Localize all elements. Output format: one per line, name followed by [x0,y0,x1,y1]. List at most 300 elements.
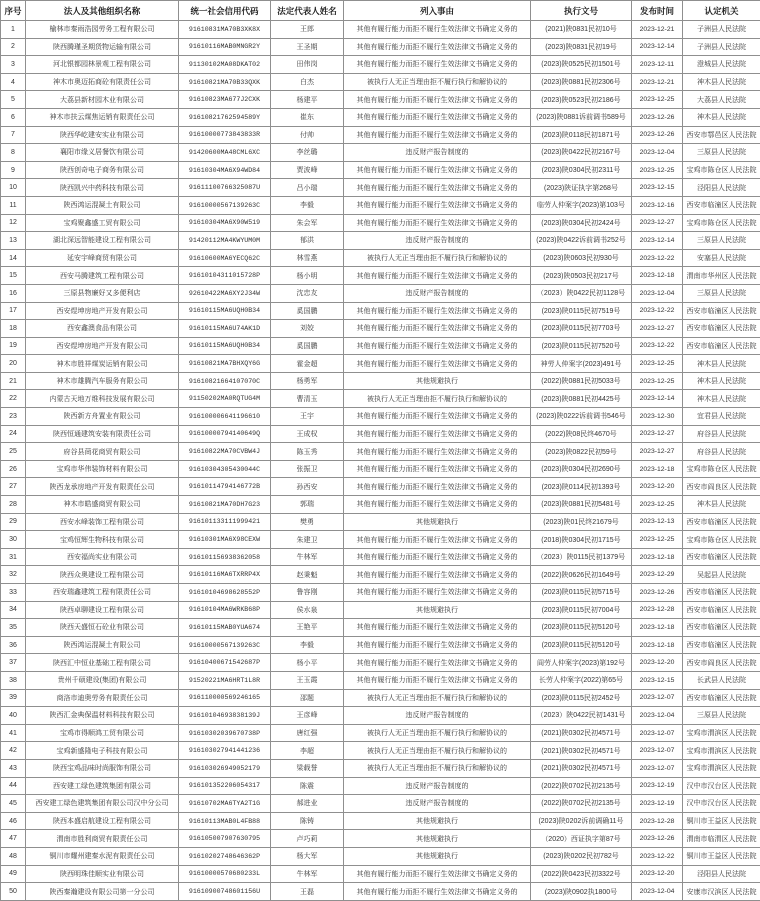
cell-credit-code: 91610115MA6UQH0B34 [179,337,271,355]
cell-org-name: 西安福尚实业有限公司 [26,548,179,566]
table-row [1,302,760,320]
cell-authority: 西安市临潼区人民法院 [683,601,760,619]
cell-doc-number: (2023)陕0115民初5715号 [531,584,632,602]
cell-doc-number: (2023)陕0115民初5120号 [531,636,632,654]
cell-authority: 大荔县人民法院 [683,91,760,109]
table-row [1,232,760,250]
cell-reason: 其他规避执行 [344,372,531,390]
cell-reason: 其他有履行能力而拒不履行生效法律文书确定义务的 [344,108,531,126]
header-row [1,1,760,21]
cell-row-index: 49 [1,865,26,883]
cell-reason: 其他有履行能力而拒不履行生效法律文书确定义务的 [344,636,531,654]
table-row [1,56,760,74]
cell-doc-number: (2023)陕0881诉前调书589号 [531,108,632,126]
cell-credit-code: 91610301MA6X98CEXW [179,531,271,549]
cell-org-name: 西安煜坤房地产开发有限公司 [26,302,179,320]
cell-reason: 被执行人无正当理由拒不履行执行和解协议的 [344,73,531,91]
cell-authority: 安康市汉滨区人民法院 [683,883,760,901]
cell-org-name: 陕西宝鸡品味时尚服饰有限公司 [26,759,179,777]
cell-org-name: 陕西创奇电子商务有限公司 [26,161,179,179]
cell-publish-date: 2023-12-07 [632,689,683,707]
cell-reason: 其他有履行能力而拒不履行生效法律文书确定义务的 [344,584,531,602]
table-row [1,478,760,496]
cell-authority: 西安市临潼区人民法院 [683,337,760,355]
cell-authority: 三原县人民法院 [683,284,760,302]
cell-credit-code: 91610400671542687P [179,654,271,672]
cell-reason: 其他有履行能力而拒不履行生效法律文书确定义务的 [344,883,531,901]
cell-doc-number: (2022)陕0423民初3322号 [531,865,632,883]
table-row [1,883,760,901]
cell-doc-number: (2023)陕0503民初217号 [531,267,632,285]
table-row [1,390,760,408]
cell-authority: 宝鸡市渭滨区人民法院 [683,759,760,777]
cell-authority: 宝鸡市陈仓区人民法院 [683,214,760,232]
cell-row-index: 6 [1,108,26,126]
cell-row-index: 31 [1,548,26,566]
cell-doc-number: (2023)陕0115民初7520号 [531,337,632,355]
cell-org-name: 陕西天盛恒石砼业有限公司 [26,619,179,637]
cell-doc-number: (2023)陕0202民初782号 [531,847,632,865]
cell-doc-number: (2023)陕证执字第268号 [531,179,632,197]
cell-doc-number: (2023)陕0115民初7519号 [531,302,632,320]
table-row [1,408,760,426]
cell-credit-code: 916101352206054317 [179,777,271,795]
cell-org-name: 宝鸡市得顺鸿工贸有限公司 [26,724,179,742]
table-row [1,777,760,795]
cell-reason: 其他规避执行 [344,830,531,848]
cell-publish-date: 2023-12-11 [632,56,683,74]
cell-reason: 其他有履行能力而拒不履行生效法律文书确定义务的 [344,425,531,443]
column-header-reason: 列入事由 [344,1,531,21]
table-row [1,425,760,443]
table-row [1,108,760,126]
cell-publish-date: 2023-12-26 [632,830,683,848]
cell-row-index: 44 [1,777,26,795]
cell-authority: 西安市临潼区人民法院 [683,619,760,637]
cell-authority: 西安市临潼区人民法院 [683,689,760,707]
cell-org-name: 陕西明珠佳顺实业有限公司 [26,865,179,883]
cell-reason: 其他规避执行 [344,601,531,619]
cell-publish-date: 2023-12-29 [632,566,683,584]
cell-publish-date: 2023-12-14 [632,390,683,408]
cell-authority: 渭南市华州区人民法院 [683,267,760,285]
cell-row-index: 17 [1,302,26,320]
cell-legal-rep: 杨小明 [271,267,344,285]
cell-org-name: 河北银都园林景观工程有限公司 [26,56,179,74]
cell-row-index: 26 [1,460,26,478]
cell-authority: 神木县人民法院 [683,496,760,514]
cell-credit-code: 91610000567139263C [179,196,271,214]
cell-doc-number: (2022)陕0702民初2135号 [531,777,632,795]
cell-legal-rep: 郭瑞 [271,496,344,514]
cell-publish-date: 2023-12-22 [632,302,683,320]
cell-org-name: 神木市皓盛商贸有限公司 [26,496,179,514]
cell-row-index: 23 [1,408,26,426]
cell-credit-code: 91610600MA6YECQ62C [179,249,271,267]
cell-publish-date: 2023-12-20 [632,865,683,883]
table-row [1,91,760,109]
cell-publish-date: 2023-12-26 [632,108,683,126]
cell-org-name: 西安马腾建筑工程有限公司 [26,267,179,285]
cell-reason: 其他有履行能力而拒不履行生效法律文书确定义务的 [344,355,531,373]
cell-credit-code: 91610304MA6X90W519 [179,214,271,232]
cell-authority: 安塞县人民法院 [683,249,760,267]
cell-authority: 宝鸡市渭滨区人民法院 [683,724,760,742]
column-header-publish-date: 发布时间 [632,1,683,21]
cell-org-name: 陕西汇金典保温材料科技有限公司 [26,707,179,725]
cell-legal-rep: 贾波峰 [271,161,344,179]
cell-legal-rep: 张振卫 [271,460,344,478]
cell-doc-number: (2022)陕0626民初1649号 [531,566,632,584]
table-row [1,161,760,179]
cell-doc-number: (2023)陕0422民初2167号 [531,144,632,162]
cell-org-name: 宝鸡市华伟装饰材料有限公司 [26,460,179,478]
cell-publish-date: 2023-12-21 [632,73,683,91]
cell-credit-code: 91610115MAB0YUA674 [179,619,271,637]
cell-row-index: 34 [1,601,26,619]
cell-reason: 其他有履行能力而拒不履行生效法律文书确定义务的 [344,496,531,514]
cell-org-name: 宝鸡聚鑫盛工贸有限公司 [26,214,179,232]
cell-doc-number: (2023)陕0115民初5120号 [531,619,632,637]
cell-publish-date: 2023-12-27 [632,320,683,338]
cell-legal-rep: 李丝璐 [271,144,344,162]
cell-legal-rep: 郁洪 [271,232,344,250]
table-row [1,759,760,777]
cell-doc-number: (2023)陕0822民初59号 [531,443,632,461]
table-row [1,742,760,760]
cell-doc-number: (2023)陕0603民初930号 [531,249,632,267]
cell-authority: 宝鸡市陈仓区人民法院 [683,161,760,179]
column-header-credit-code: 统一社会信用代码 [179,1,271,21]
cell-row-index: 37 [1,654,26,672]
column-header-row-index: 序号 [1,1,26,21]
cell-publish-date: 2023-12-14 [632,232,683,250]
cell-row-index: 35 [1,619,26,637]
cell-publish-date: 2023-12-04 [632,883,683,901]
cell-row-index: 1 [1,21,26,39]
cell-reason: 被执行人无正当理由拒不履行执行和解协议的 [344,742,531,760]
cell-credit-code: 91610104698628552P [179,584,271,602]
cell-doc-number: (2023)陕0114民初1393号 [531,478,632,496]
cell-row-index: 33 [1,584,26,602]
cell-row-index: 41 [1,724,26,742]
cell-org-name: 西安建工绿色建筑集团有限公司汉中分公司 [26,795,179,813]
cell-credit-code: 91610114794146772B [179,478,271,496]
table-row [1,460,760,478]
cell-reason: 被执行人无正当理由拒不履行执行和解协议的 [344,759,531,777]
cell-org-name: 西安瑞鑫建筑工程有限责任公司 [26,584,179,602]
cell-credit-code: 91610116MA6TXRRP4X [179,566,271,584]
cell-reason: 其他有履行能力而拒不履行生效法律文书确定义务的 [344,531,531,549]
cell-authority: 西安市临潼区人民法院 [683,196,760,214]
cell-legal-rep: 白杰 [271,73,344,91]
cell-org-name: 铜川市耀州建秦水泥有限责任公司 [26,847,179,865]
cell-credit-code: 91610831MA70B3XK8X [179,21,271,39]
cell-publish-date: 2023-12-04 [632,284,683,302]
cell-legal-rep: 郝进业 [271,795,344,813]
cell-org-name: 府谷县茼花商贸有限公司 [26,443,179,461]
cell-doc-number: (2023)陕0304民初2424号 [531,214,632,232]
cell-legal-rep: 赵秉魁 [271,566,344,584]
cell-row-index: 45 [1,795,26,813]
cell-publish-date: 2023-12-04 [632,707,683,725]
cell-reason: 其他规避执行 [344,847,531,865]
cell-legal-rep: 唐红强 [271,724,344,742]
cell-reason: 违反财产报告制度的 [344,707,531,725]
cell-row-index: 32 [1,566,26,584]
cell-publish-date: 2023-12-18 [632,636,683,654]
cell-doc-number: （2023）陕0422民初1128号 [531,284,632,302]
cell-org-name: 陕西凯兴中药科技有限公司 [26,179,179,197]
cell-authority: 渭南市临渭区人民法院 [683,830,760,848]
cell-row-index: 13 [1,232,26,250]
cell-row-index: 27 [1,478,26,496]
cell-org-name: 西安水峰装饰工程有限公司 [26,513,179,531]
cell-authority: 府谷县人民法院 [683,443,760,461]
cell-reason: 其他有履行能力而拒不履行生效法律文书确定义务的 [344,337,531,355]
cell-publish-date: 2023-12-15 [632,671,683,689]
table-row [1,830,760,848]
cell-reason: 其他有履行能力而拒不履行生效法律文书确定义务的 [344,196,531,214]
cell-credit-code: 91610113MAB0L4FB88 [179,812,271,830]
cell-publish-date: 2023-12-27 [632,443,683,461]
cell-publish-date: 2023-12-14 [632,38,683,56]
table-row [1,214,760,232]
cell-authority: 汉中市汉台区人民法院 [683,795,760,813]
cell-legal-rep: 杨小平 [271,654,344,672]
cell-row-index: 30 [1,531,26,549]
cell-legal-rep: 牛林军 [271,548,344,566]
cell-authority: 三原县人民法院 [683,707,760,725]
cell-legal-rep: 李超 [271,742,344,760]
cell-publish-date: 2023-12-25 [632,91,683,109]
cell-publish-date: 2023-12-07 [632,759,683,777]
cell-legal-rep: 陈玉秀 [271,443,344,461]
cell-credit-code: 916103027941441236 [179,742,271,760]
cell-credit-code: 91610000570680233L [179,865,271,883]
cell-reason: 被执行人无正当理由拒不履行执行和解协议的 [344,689,531,707]
cell-credit-code: 91610821MA70B33QXK [179,73,271,91]
cell-credit-code: 91610000773843833R [179,126,271,144]
cell-credit-code: 91610115MA6U74AK1D [179,320,271,338]
cell-authority: 汉中市汉台区人民法院 [683,777,760,795]
cell-credit-code: 91130102MA08DKAT02 [179,56,271,74]
cell-reason: 其他有履行能力而拒不履行生效法律文书确定义务的 [344,267,531,285]
cell-publish-date: 2023-12-20 [632,654,683,672]
cell-doc-number: (2023)陕0881民初5481号 [531,496,632,514]
table-row [1,724,760,742]
cell-legal-rep: 李毅 [271,196,344,214]
cell-credit-code: 91610000794140649Q [179,425,271,443]
cell-reason: 其他有履行能力而拒不履行生效法律文书确定义务的 [344,408,531,426]
cell-credit-code: 91610104311015728P [179,267,271,285]
cell-org-name: 陕西秦瀚建设有限公司第一分公司 [26,883,179,901]
cell-doc-number: （2023）陕0422民初1431号 [531,707,632,725]
cell-org-name: 陕西新方舟置业有限公司 [26,408,179,426]
cell-publish-date: 2023-12-16 [632,196,683,214]
cell-publish-date: 2023-12-22 [632,337,683,355]
cell-row-index: 46 [1,812,26,830]
cell-reason: 其他有履行能力而拒不履行生效法律文书确定义务的 [344,38,531,56]
cell-org-name: 西安鑫澳食品有限公司 [26,320,179,338]
cell-row-index: 25 [1,443,26,461]
cell-legal-rep: 林雪燕 [271,249,344,267]
cell-legal-rep: 刘姣 [271,320,344,338]
cell-row-index: 12 [1,214,26,232]
cell-authority: 吴起县人民法院 [683,566,760,584]
cell-legal-rep: 奚国鹏 [271,302,344,320]
cell-legal-rep: 王宇 [271,408,344,426]
table-row [1,584,760,602]
table-row [1,179,760,197]
cell-doc-number: (2021)陕0831民初10号 [531,21,632,39]
cell-reason: 其他规避执行 [344,513,531,531]
cell-org-name: 湖北深远智能建设工程有限公司 [26,232,179,250]
cell-authority: 西安市阎良区人民法院 [683,478,760,496]
cell-publish-date: 2023-12-18 [632,548,683,566]
cell-doc-number: (2023)陕0881民初4425号 [531,390,632,408]
cell-org-name: 陕西本盛启航建设工程有限公司 [26,812,179,830]
cell-authority: 西安市临潼区人民法院 [683,584,760,602]
cell-publish-date: 2023-12-28 [632,601,683,619]
cell-doc-number: (2021)陕0302民初4571号 [531,724,632,742]
cell-doc-number: (2023)陕0422诉前调书252号 [531,232,632,250]
cell-row-index: 47 [1,830,26,848]
cell-legal-rep: 牛林军 [271,865,344,883]
table-row [1,548,760,566]
cell-reason: 违反财产报告制度的 [344,284,531,302]
cell-legal-rep: 王磊 [271,883,344,901]
cell-credit-code: 91610302039670738P [179,724,271,742]
cell-authority: 长武县人民法院 [683,671,760,689]
cell-credit-code: 91610702MA6TYA2T1G [179,795,271,813]
cell-reason: 其他有履行能力而拒不履行生效法律文书确定义务的 [344,619,531,637]
cell-authority: 西安市临潼区人民法院 [683,548,760,566]
cell-doc-number: (2023)陕01民终21679号 [531,513,632,531]
cell-legal-rep: 卢巧莉 [271,830,344,848]
cell-org-name: 陕西众奥建设工程有限公司 [26,566,179,584]
cell-reason: 其他有履行能力而拒不履行生效法律文书确定义务的 [344,460,531,478]
cell-publish-date: 2023-12-15 [632,179,683,197]
cell-org-name: 神木市雄腾汽车服务有限公司 [26,372,179,390]
cell-legal-rep: 李毅 [271,636,344,654]
cell-publish-date: 2023-12-25 [632,372,683,390]
cell-row-index: 16 [1,284,26,302]
cell-legal-rep: 曹清玉 [271,390,344,408]
cell-doc-number: (2023)陕0115民初2452号 [531,689,632,707]
cell-legal-rep: 樊勇 [271,513,344,531]
table-row [1,566,760,584]
cell-credit-code: 91610304305430044C [179,460,271,478]
cell-credit-code: 91610821MA70DH7G23 [179,496,271,514]
table-row [1,531,760,549]
table-row [1,865,760,883]
table-row [1,812,760,830]
table-body [1,21,760,901]
cell-legal-rep: 杨大军 [271,847,344,865]
cell-publish-date: 2023-12-19 [632,777,683,795]
table-row [1,689,760,707]
column-header-legal-rep: 法定代表人姓名 [271,1,344,21]
cell-org-name: 神木市胜祥煤炭运销有限公司 [26,355,179,373]
cell-publish-date: 2023-12-30 [632,408,683,426]
cell-row-index: 43 [1,759,26,777]
cell-publish-date: 2023-12-18 [632,619,683,637]
cell-org-name: 贵州千硕建设(集团)有限公司 [26,671,179,689]
cell-doc-number: (2023)陕0523民初2186号 [531,91,632,109]
cell-authority: 西安市临潼区人民法院 [683,636,760,654]
cell-publish-date: 2023-12-28 [632,812,683,830]
cell-org-name: 渭南市胜利商贸有限责任公司 [26,830,179,848]
cell-org-name: 西安煜坤房地产开发有限公司 [26,337,179,355]
cell-reason: 其他有履行能力而拒不履行生效法律文书确定义务的 [344,320,531,338]
cell-doc-number: (2022)陕0881民初5033号 [531,372,632,390]
table-row [1,355,760,373]
cell-credit-code: 91610115MA6UQH0B34 [179,302,271,320]
cell-row-index: 39 [1,689,26,707]
cell-authority: 子洲县人民法院 [683,38,760,56]
table-row [1,496,760,514]
cell-doc-number: (2023)陕0304民初2311号 [531,161,632,179]
cell-authority: 泾阳县人民法院 [683,865,760,883]
cell-publish-date: 2023-12-25 [632,355,683,373]
cell-publish-date: 2023-12-25 [632,531,683,549]
cell-row-index: 29 [1,513,26,531]
cell-reason: 其他有履行能力而拒不履行生效法律文书确定义务的 [344,91,531,109]
cell-org-name: 大荔县新材园木业有限公司 [26,91,179,109]
cell-authority: 泾阳县人民法院 [683,179,760,197]
cell-publish-date: 2023-12-18 [632,460,683,478]
cell-credit-code: 91610821664107070C [179,372,271,390]
cell-credit-code: 91611100766325087U [179,179,271,197]
table-row [1,372,760,390]
cell-publish-date: 2023-12-27 [632,214,683,232]
cell-row-index: 24 [1,425,26,443]
cell-legal-rep: 鲁容刚 [271,584,344,602]
cell-credit-code: 91610116MAB0MNGR2Y [179,38,271,56]
cell-authority: 西安市临潼区人民法院 [683,302,760,320]
cell-org-name: 宝鸡恒辉生物科技有限公司 [26,531,179,549]
cell-publish-date: 2023-12-18 [632,267,683,285]
cell-row-index: 22 [1,390,26,408]
cell-reason: 被执行人无正当理由拒不履行执行和解协议的 [344,390,531,408]
cell-credit-code: 91610104MA6WRKB68P [179,601,271,619]
cell-credit-code: 91420600MA48CML6XC [179,144,271,162]
cell-doc-number: (2023)陕0881民初2306号 [531,73,632,91]
column-header-org-name: 法人及其他组织名称 [26,1,179,21]
cell-reason: 其他有履行能力而拒不履行生效法律文书确定义务的 [344,443,531,461]
cell-legal-rep: 陈震 [271,777,344,795]
cell-legal-rep: 陈铸 [271,812,344,830]
column-header-doc-number: 执行文号 [531,1,632,21]
cell-org-name: 西安建工绿色建筑集团有限公司 [26,777,179,795]
cell-org-name: 神木市扶云煤焦运销有限责任公司 [26,108,179,126]
cell-reason: 其他有履行能力而拒不履行生效法律文书确定义务的 [344,56,531,74]
cell-authority: 西安市临潼区人民法院 [683,513,760,531]
cell-credit-code: 91610821762594589Y [179,108,271,126]
table-row [1,337,760,355]
cell-row-index: 15 [1,267,26,285]
cell-legal-rep: 杨建平 [271,91,344,109]
cell-row-index: 11 [1,196,26,214]
cell-reason: 其他有履行能力而拒不履行生效法律文书确定义务的 [344,548,531,566]
cell-legal-rep: 邵题 [271,689,344,707]
cell-org-name: 襄阳市缘义居餐饮有限公司 [26,144,179,162]
cell-doc-number: (2021)陕0302民初4571号 [531,742,632,760]
cell-authority: 神木县人民法院 [683,390,760,408]
cell-doc-number: (2023)陕0304民初2690号 [531,460,632,478]
cell-reason: 违反财产报告制度的 [344,144,531,162]
